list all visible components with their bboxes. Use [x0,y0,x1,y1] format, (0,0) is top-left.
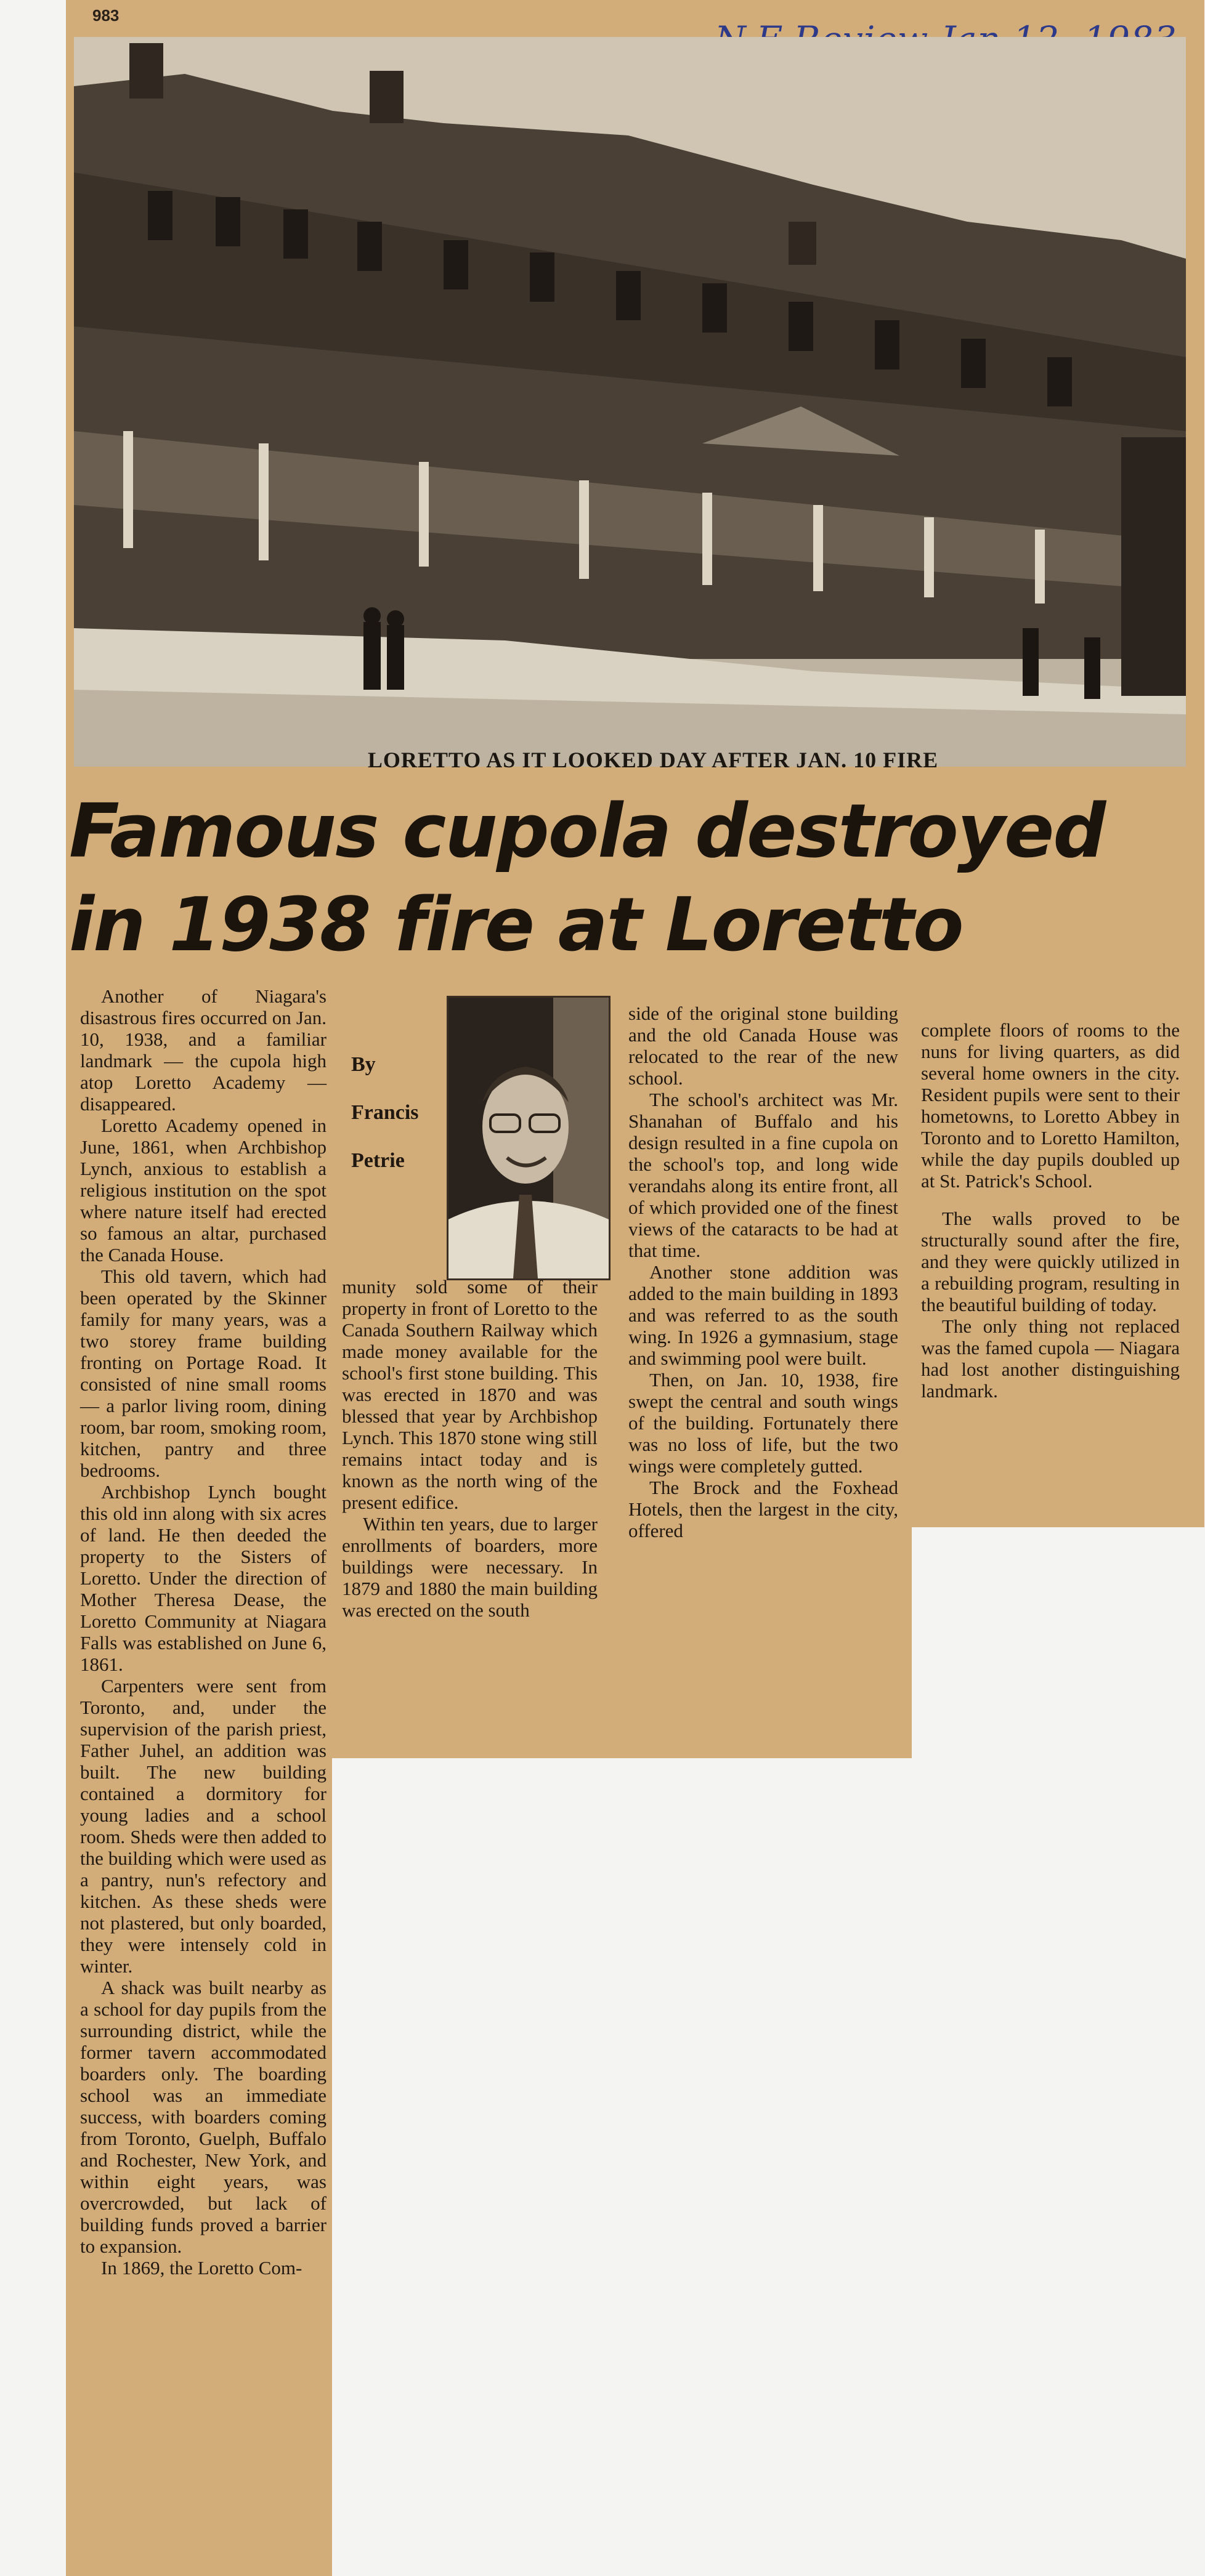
paragraph: Loretto Academy opened in June, 1861, when Archbishop Lynch, anxious to establish a religious institution on the spot where nature itself had erected so famous an altar, purchased the Canada House. [80,1115,327,1266]
page-number: 983 [92,6,120,25]
paragraph: Archbishop Lynch bought this old inn along with six acres of land. He then deeded the property to the Sisters of Loretto. Under the direction of Mother Theresa Dease, the Loretto Community at Niagara Falls was established on June 6, 1861. [80,1481,327,1675]
byline-first-name: Francis [351,1101,419,1124]
paragraph: The Brock and the Foxhead Hotels, then the largest in the city, offered [628,1477,898,1541]
photo-caption: LORETTO AS IT LOOKED DAY AFTER JAN. 10 FIRE [367,748,939,772]
article-column-3 [628,1003,898,1541]
byline-by: By [351,1053,376,1076]
byline-last-name: Petrie [351,1149,405,1172]
paragraph: side of the original stone building and the old Canada House was relocated to the rear of the new school. [628,1003,898,1089]
paragraph: This old tavern, which had been operated by the Skinner family for many years, was a two storey frame building fronting on Portage Road. It consisted of nine small rooms — a parlor living room, dining room, bar room, smoking room, kitchen, pantry and three bedrooms. [80,1266,327,1481]
author-portrait [447,996,611,1280]
paragraph: Another stone addition was added to the main building in 1893 and was referred to as the south wing. In 1926 a gymnasium, stage and swimming pool were built. [628,1261,898,1369]
author-portrait-drawing [448,998,609,1278]
paragraph: The school's architect was Mr. Shanahan of Buffalo and his design resulted in a fine cupola on the school's top, and long wide verandahs along its entire front, all of which provided one of the finest views of the cataracts to be had at that time. [628,1089,898,1261]
building-photo-drawing [74,37,1186,767]
headline-line-1: Famous cupola destroyed [69,789,1105,874]
paragraph: Carpenters were sent from Toronto, and, under the supervision of the parish priest, Father Juhel, an addition was built. The new building contained a dormitory for young ladies and a school room. Sheds were then added to the building which were used as a pantry, nun's refectory and kitchen. As these sheds were not plastered, but only boarded, they were intensely cold in winter. [80,1675,327,1977]
paragraph: munity sold some of their property in front of Loretto to the Canada Southern Railway which made money available for the school's first stone building. This was erected in 1870 and was blessed that year by Archbishop Lynch. This 1870 stone wing still remains intact today and is known as the north wing of the present edifice. [342,1276,598,1513]
paragraph: Within ten years, due to larger enrollments of boarders, more buildings were necessary. In 1879 and 1880 the main building was erected on the south [342,1513,598,1621]
paragraph: complete floors of rooms to the nuns for living quarters, as did several home owners in the city. Resident pupils were sent to their hometowns, to Loretto Abbey in Toronto and to Loretto Hamilton, while the day pupils doubled up at St. Patrick's School. [921,1019,1180,1192]
paragraph: Another of Niagara's disastrous fires occurred on Jan. 10, 1938, and a familiar landmark — the cupola high atop Loretto Academy — disappeared. [80,985,327,1115]
paragraph: In 1869, the Loretto Com- [101,2257,302,2279]
article-column-1 [80,985,327,2279]
paragraph: Then, on Jan. 10, 1938, fire swept the central and south wings of the building. Fortunately there was no loss of life, but the two wings were completely gutted. [628,1369,898,1477]
article-column-4 [921,1019,1180,1402]
headline-line-2: in 1938 fire at Loretto [69,882,963,968]
article-column-2 [342,1276,598,1621]
headline [69,785,1116,972]
paragraph: The only thing not replaced was the famed cupola — Niagara had lost another distinguishing landmark. [921,1315,1180,1402]
paragraph: A shack was built nearby as a school for day pupils from the surrounding district, while the former tavern accommodated boarders only. The boarding school was an immediate success, with boarders coming from Toronto, Guelph, Buffalo and Rochester, New York, and within eight years, was overcrowded, but lack of building funds proved a barrier to expansion. [80,1977,327,2257]
paragraph: The walls proved to be structurally sound after the fire, and they were quickly utilized in a rebuilding program, resulting in the beautiful building of today. [921,1208,1180,1315]
byline [351,1041,444,1185]
clipping-torn-edge [912,1527,1204,1573]
building-photo [74,37,1186,767]
